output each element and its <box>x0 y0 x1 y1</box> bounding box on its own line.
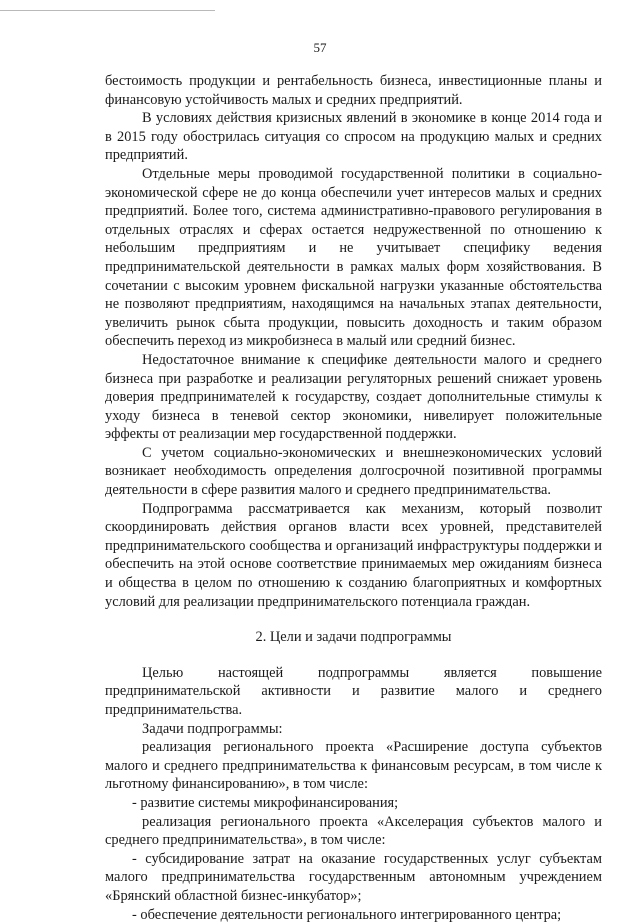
paragraph: С учетом социально-экономических и внешнеэкономических условий возникает необходимость определения долгосрочной позитивной программы деятельности в сфере развития малого и среднего предпринимательства. <box>105 444 602 499</box>
paragraph: бестоимость продукции и рентабельность бизнеса, инвестиционные планы и финансовую устойчивость малых и средних предприятий. <box>105 73 602 108</box>
paragraph: Отдельные меры проводимой государственной политики в социально-экономической сфере не до конца обеспечили учет интересов малых и средних предприятий. Более того, система административно-правового регулирования в отдельных отраслях и сферах остается недружественной по отношению к небольшим предприятиям и не учитывает специфику ведения предпринимательской деятельности в рамках малых форм хозяйствования. В сочетании с высоким уровнем фискальной нагрузки указанные обстоятельства не позволяют предприятиям, находящимся на начальных этапах деятельности, увеличить рынок сбыта продукции, повысить доходность и таким образом обеспечить переход из микробизнеса в малый или средний бизнес. <box>105 165 602 350</box>
task-subitem: - развитие системы микрофинансирования; <box>132 794 399 811</box>
section-heading: 2. Цели и задачи подпрограммы <box>255 629 452 646</box>
paragraph: Недостаточное внимание к специфике деятельности малого и среднего бизнеса при разработке и реализации регуляторных решений снижает уровень доверия предпринимателей к государству, создает дополнительные стимулы к уходу бизнеса в теневой сектор экономики, нивелирует положительные эффекты от реализации мер государственной поддержки. <box>105 351 602 443</box>
task-item: реализация регионального проекта «Акселерация субъектов малого и среднего предпринимательства», в том числе: <box>105 813 602 849</box>
task-item: реализация регионального проекта «Расширение доступа субъектов малого и среднего предпринимательства к финансовым ресурсам, в том числе к льготному финансированию», в том числе: <box>105 739 602 793</box>
task-subitem: - субсидирование затрат на оказание государственных услуг субъектам малого предпринимательства государственным автономным учреждением «Брянский областной бизнес-инкубатор»; <box>105 850 602 904</box>
paragraph: Подпрограмма рассматривается как механизм, который позволит скоординировать действия органов власти всех уровней, представителей предпринимательского сообщества и организаций инфраструктуры поддержки и обеспечить на этой основе соответствие принимаемых мер ожиданиям бизнеса и общества в целом по отношению к созданию благоприятных и комфортных условий для реализации предпринимательского потенциала граждан. <box>105 500 602 610</box>
paragraph: В условиях действия кризисных явлений в экономике в конце 2014 года и в 2015 году обострилась ситуация со спросом на продукцию малых и средних предприятий. <box>105 110 602 164</box>
page-number: 57 <box>313 40 327 55</box>
top-rule <box>0 10 215 11</box>
document-body <box>105 72 602 924</box>
tasks-label: Задачи подпрограммы: <box>142 720 283 737</box>
goal-paragraph: Целью настоящей подпрограммы является повышение предпринимательской активности и развитие малого и среднего предпринимательства. <box>105 664 602 718</box>
task-subitem: - обеспечение деятельности регионального интегрированного центра; <box>132 906 562 923</box>
